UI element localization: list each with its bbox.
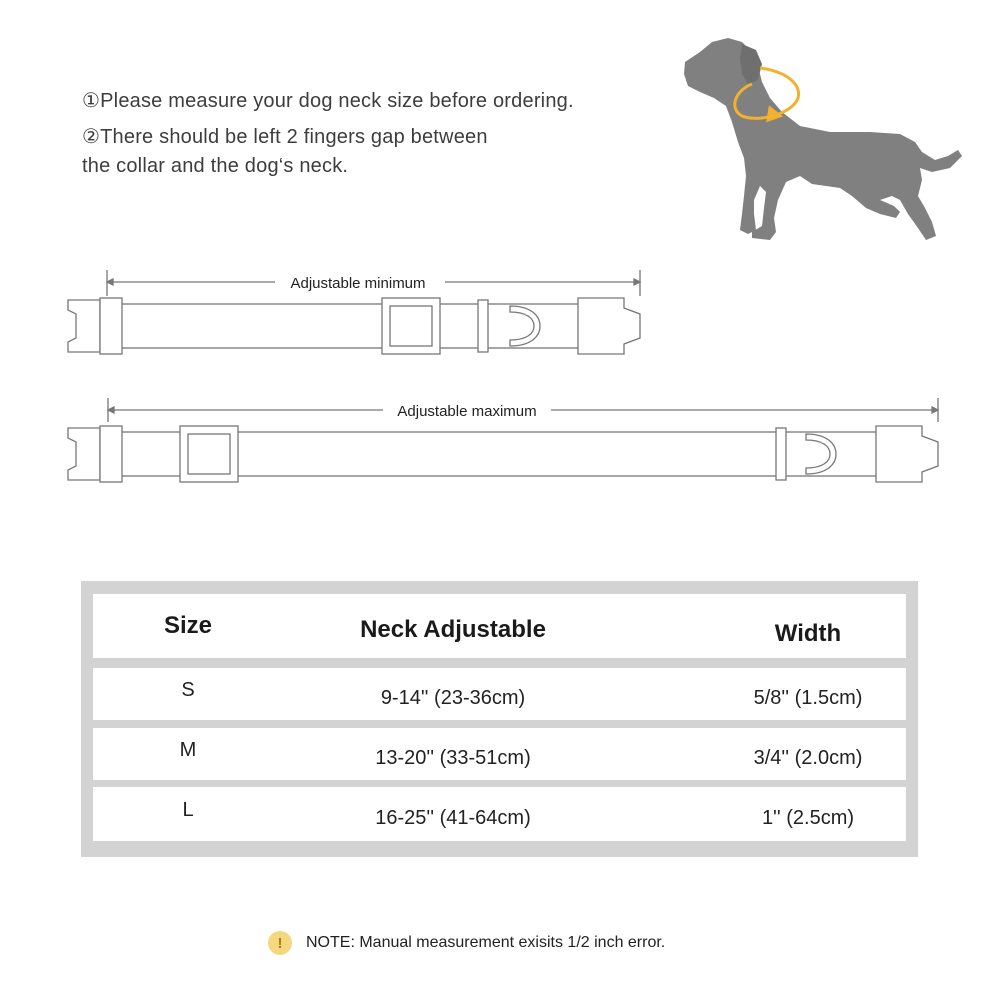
header-neck-adjustable: Neck Adjustable xyxy=(360,616,546,643)
header-size: Size xyxy=(163,612,213,639)
max-slider-inner xyxy=(188,434,230,474)
min-keeper xyxy=(478,300,488,352)
max-dimension-label: Adjustable maximum xyxy=(397,403,537,420)
neck-cell: 9-14'' (23-36cm) xyxy=(380,686,526,709)
table-row xyxy=(93,728,906,780)
measurement-note xyxy=(268,930,665,956)
max-keeper xyxy=(776,428,786,480)
table-row xyxy=(93,668,906,720)
neck-cell: 16-25'' (41-64cm) xyxy=(375,806,531,829)
instruction-measure-neck: ①Please measure your dog neck size before ordering. xyxy=(82,90,574,112)
table-row xyxy=(93,787,906,841)
size-cell: M xyxy=(179,738,197,761)
warning-icon: ! xyxy=(268,931,292,955)
note-text: NOTE: Manual measurement exisits 1/2 inch error. xyxy=(306,934,666,951)
min-slider-inner xyxy=(390,306,432,346)
width-cell: 1'' (2.5cm) xyxy=(761,806,855,829)
max-buckle-left-body xyxy=(100,426,122,482)
min-dimension-label: Adjustable minimum xyxy=(290,275,426,292)
neck-cell: 13-20'' (33-51cm) xyxy=(375,746,531,769)
size-table xyxy=(81,581,918,857)
table-header-row xyxy=(93,594,906,658)
max-buckle-right xyxy=(876,426,938,482)
max-buckle-left xyxy=(68,428,100,480)
size-cell: S xyxy=(181,678,195,701)
instruction-finger-gap-continued: the collar and the dog‘s neck. xyxy=(82,155,349,177)
min-buckle-left-body xyxy=(100,298,122,354)
size-cell: L xyxy=(182,798,194,821)
header-width: Width xyxy=(774,620,842,647)
instruction-finger-gap: ②There should be left 2 fingers gap between xyxy=(82,126,488,148)
min-buckle-left xyxy=(68,300,100,352)
width-cell: 5/8'' (1.5cm) xyxy=(753,686,863,709)
width-cell: 3/4'' (2.0cm) xyxy=(753,746,863,769)
min-buckle-right xyxy=(578,298,640,354)
